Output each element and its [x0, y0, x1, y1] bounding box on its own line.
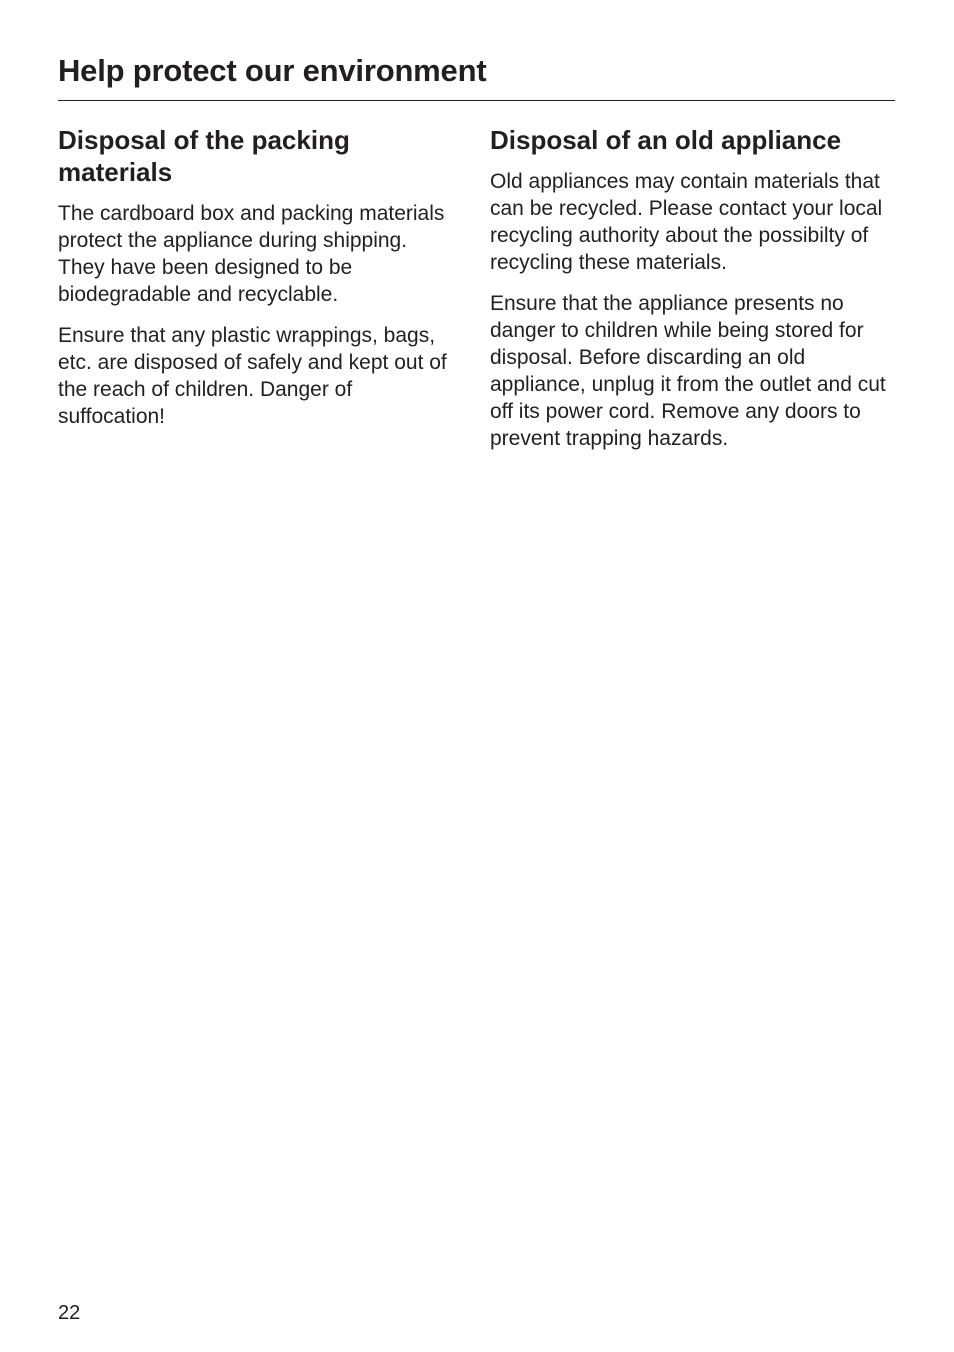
page-number: 22 — [58, 1302, 81, 1324]
packing-paragraph-2: Ensure that any plastic wrappings, bags, etc. are disposed of safely and kept out of the reach of children. Danger of suffocation! — [58, 324, 447, 428]
section-heading-packing: Disposal of the packing materials — [58, 125, 350, 187]
title-divider — [58, 100, 895, 101]
page-title: Help protect our environment — [58, 53, 487, 88]
section-packing-materials — [58, 124, 458, 444]
old-appliance-paragraph-1: Old appliances may contain materials that can be recycled. Please contact your local recycling authority about the possibilty of recycling these materials. — [490, 170, 883, 274]
packing-paragraph-1: The cardboard box and packing materials protect the appliance during shipping. They have been designed to be biodegradable and recyclable. — [58, 202, 445, 306]
section-heading-old-appliance: Disposal of an old appliance — [490, 125, 842, 155]
section-old-appliance — [490, 124, 890, 466]
old-appliance-paragraph-2: Ensure that the appliance presents no danger to children while being stored for disposal. Before discarding an old appliance, unplug it from the outlet and cut off its power cord. Remove any doors to prevent trapping hazards. — [490, 292, 886, 450]
